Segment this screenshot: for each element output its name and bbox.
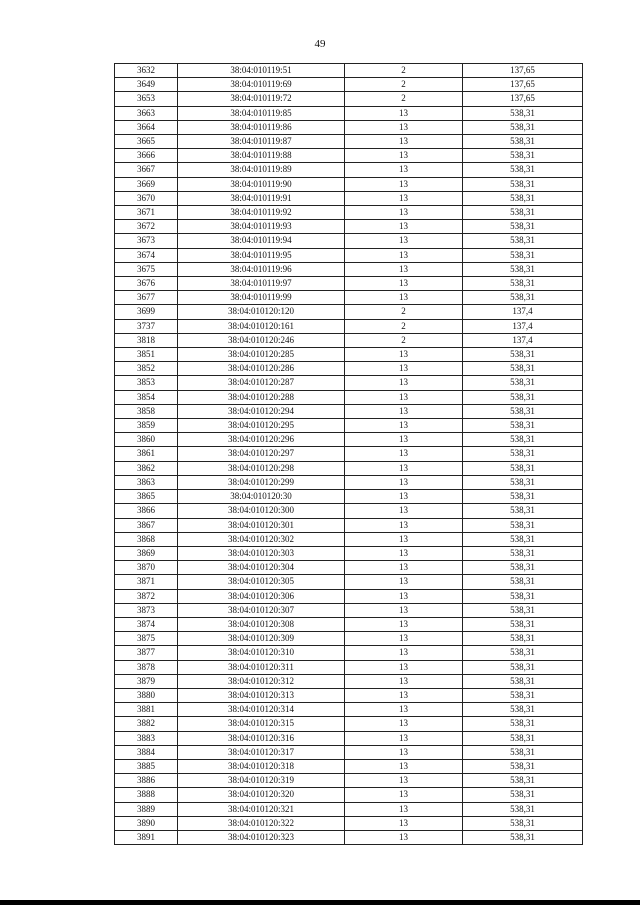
row-number-cell: 3858 [115, 404, 178, 418]
value-cell: 137,65 [463, 78, 583, 92]
value-cell: 538,31 [463, 816, 583, 830]
cadastral-number-cell: 38:04:010120:161 [178, 319, 345, 333]
share-count-cell: 13 [345, 262, 463, 276]
share-count-cell: 13 [345, 348, 463, 362]
table-row [115, 362, 583, 376]
table-body [115, 64, 583, 845]
cadastral-number-cell: 38:04:010120:288 [178, 390, 345, 404]
table-row [115, 461, 583, 475]
row-number-cell: 3851 [115, 348, 178, 362]
row-number-cell: 3852 [115, 362, 178, 376]
share-count-cell: 13 [345, 163, 463, 177]
page-number: 49 [314, 38, 326, 50]
cadastral-number-cell: 38:04:010120:313 [178, 688, 345, 702]
value-cell: 538,31 [463, 490, 583, 504]
data-table [114, 63, 583, 845]
share-count-cell: 13 [345, 248, 463, 262]
cadastral-number-cell: 38:04:010120:246 [178, 333, 345, 347]
share-count-cell: 13 [345, 206, 463, 220]
cadastral-number-cell: 38:04:010119:91 [178, 191, 345, 205]
cadastral-number-cell: 38:04:010120:321 [178, 802, 345, 816]
value-cell: 538,31 [463, 135, 583, 149]
table-row [115, 92, 583, 106]
table-row [115, 248, 583, 262]
cadastral-number-cell: 38:04:010120:312 [178, 674, 345, 688]
value-cell: 538,31 [463, 603, 583, 617]
cadastral-number-cell: 38:04:010120:307 [178, 603, 345, 617]
table-row [115, 617, 583, 631]
cadastral-number-cell: 38:04:010120:30 [178, 490, 345, 504]
row-number-cell: 3875 [115, 632, 178, 646]
table-row [115, 305, 583, 319]
row-number-cell: 3882 [115, 717, 178, 731]
value-cell: 538,31 [463, 674, 583, 688]
row-number-cell: 3674 [115, 248, 178, 262]
share-count-cell: 13 [345, 177, 463, 191]
table-row [115, 206, 583, 220]
share-count-cell: 13 [345, 461, 463, 475]
table-row [115, 532, 583, 546]
value-cell: 538,31 [463, 419, 583, 433]
table-row [115, 348, 583, 362]
share-count-cell: 13 [345, 475, 463, 489]
table-row [115, 589, 583, 603]
share-count-cell: 2 [345, 78, 463, 92]
value-cell: 538,31 [463, 120, 583, 134]
value-cell: 538,31 [463, 248, 583, 262]
row-number-cell: 3653 [115, 92, 178, 106]
share-count-cell: 13 [345, 419, 463, 433]
cadastral-number-cell: 38:04:010119:93 [178, 220, 345, 234]
share-count-cell: 13 [345, 660, 463, 674]
share-count-cell: 13 [345, 816, 463, 830]
cadastral-number-cell: 38:04:010120:295 [178, 419, 345, 433]
row-number-cell: 3868 [115, 532, 178, 546]
cadastral-number-cell: 38:04:010120:319 [178, 774, 345, 788]
share-count-cell: 13 [345, 532, 463, 546]
row-number-cell: 3885 [115, 759, 178, 773]
cadastral-number-cell: 38:04:010119:94 [178, 234, 345, 248]
table-row [115, 419, 583, 433]
table-row [115, 433, 583, 447]
share-count-cell: 13 [345, 390, 463, 404]
cadastral-number-cell: 38:04:010119:95 [178, 248, 345, 262]
share-count-cell: 13 [345, 617, 463, 631]
table-row [115, 234, 583, 248]
row-number-cell: 3649 [115, 78, 178, 92]
row-number-cell: 3884 [115, 745, 178, 759]
share-count-cell: 13 [345, 589, 463, 603]
row-number-cell: 3870 [115, 561, 178, 575]
table-row [115, 106, 583, 120]
row-number-cell: 3873 [115, 603, 178, 617]
table-row [115, 731, 583, 745]
value-cell: 137,4 [463, 319, 583, 333]
value-cell: 538,31 [463, 703, 583, 717]
row-number-cell: 3672 [115, 220, 178, 234]
value-cell: 538,31 [463, 532, 583, 546]
share-count-cell: 13 [345, 291, 463, 305]
row-number-cell: 3881 [115, 703, 178, 717]
value-cell: 137,4 [463, 305, 583, 319]
cadastral-number-cell: 38:04:010120:311 [178, 660, 345, 674]
row-number-cell: 3874 [115, 617, 178, 631]
value-cell: 538,31 [463, 291, 583, 305]
share-count-cell: 2 [345, 92, 463, 106]
row-number-cell: 3863 [115, 475, 178, 489]
row-number-cell: 3866 [115, 504, 178, 518]
share-count-cell: 13 [345, 632, 463, 646]
table-row [115, 717, 583, 731]
value-cell: 538,31 [463, 632, 583, 646]
value-cell: 538,31 [463, 234, 583, 248]
row-number-cell: 3890 [115, 816, 178, 830]
value-cell: 538,31 [463, 404, 583, 418]
share-count-cell: 13 [345, 234, 463, 248]
cadastral-number-cell: 38:04:010120:120 [178, 305, 345, 319]
table-row [115, 277, 583, 291]
row-number-cell: 3669 [115, 177, 178, 191]
row-number-cell: 3888 [115, 788, 178, 802]
share-count-cell: 2 [345, 305, 463, 319]
table-row [115, 504, 583, 518]
value-cell: 538,31 [463, 589, 583, 603]
table-row [115, 490, 583, 504]
value-cell: 538,31 [463, 191, 583, 205]
row-number-cell: 3666 [115, 149, 178, 163]
row-number-cell: 3670 [115, 191, 178, 205]
table-row [115, 319, 583, 333]
table-row [115, 646, 583, 660]
value-cell: 538,31 [463, 745, 583, 759]
value-cell: 538,31 [463, 348, 583, 362]
share-count-cell: 13 [345, 774, 463, 788]
value-cell: 538,31 [463, 575, 583, 589]
cadastral-number-cell: 38:04:010120:315 [178, 717, 345, 731]
value-cell: 538,31 [463, 390, 583, 404]
row-number-cell: 3663 [115, 106, 178, 120]
share-count-cell: 13 [345, 404, 463, 418]
row-number-cell: 3675 [115, 262, 178, 276]
share-count-cell: 13 [345, 788, 463, 802]
table-row [115, 575, 583, 589]
row-number-cell: 3878 [115, 660, 178, 674]
share-count-cell: 13 [345, 376, 463, 390]
table-row [115, 447, 583, 461]
cadastral-number-cell: 38:04:010120:299 [178, 475, 345, 489]
share-count-cell: 13 [345, 603, 463, 617]
value-cell: 538,31 [463, 617, 583, 631]
value-cell: 538,31 [463, 731, 583, 745]
value-cell: 137,4 [463, 333, 583, 347]
cadastral-number-cell: 38:04:010119:51 [178, 64, 345, 78]
share-count-cell: 13 [345, 120, 463, 134]
share-count-cell: 13 [345, 149, 463, 163]
row-number-cell: 3854 [115, 390, 178, 404]
share-count-cell: 13 [345, 106, 463, 120]
share-count-cell: 13 [345, 759, 463, 773]
value-cell: 538,31 [463, 802, 583, 816]
value-cell: 538,31 [463, 759, 583, 773]
cadastral-number-cell: 38:04:010119:97 [178, 277, 345, 291]
cadastral-number-cell: 38:04:010120:287 [178, 376, 345, 390]
value-cell: 538,31 [463, 504, 583, 518]
table-row [115, 546, 583, 560]
cadastral-number-cell: 38:04:010120:294 [178, 404, 345, 418]
table-row [115, 518, 583, 532]
table-row [115, 660, 583, 674]
value-cell: 538,31 [463, 518, 583, 532]
cadastral-number-cell: 38:04:010120:317 [178, 745, 345, 759]
table-row [115, 688, 583, 702]
cadastral-number-cell: 38:04:010120:322 [178, 816, 345, 830]
share-count-cell: 13 [345, 575, 463, 589]
cadastral-number-cell: 38:04:010119:92 [178, 206, 345, 220]
cadastral-number-cell: 38:04:010119:88 [178, 149, 345, 163]
cadastral-number-cell: 38:04:010119:96 [178, 262, 345, 276]
row-number-cell: 3676 [115, 277, 178, 291]
share-count-cell: 13 [345, 731, 463, 745]
value-cell: 538,31 [463, 106, 583, 120]
value-cell: 538,31 [463, 561, 583, 575]
row-number-cell: 3861 [115, 447, 178, 461]
row-number-cell: 3869 [115, 546, 178, 560]
value-cell: 538,31 [463, 688, 583, 702]
row-number-cell: 3891 [115, 830, 178, 844]
share-count-cell: 13 [345, 191, 463, 205]
row-number-cell: 3879 [115, 674, 178, 688]
row-number-cell: 3865 [115, 490, 178, 504]
share-count-cell: 13 [345, 830, 463, 844]
row-number-cell: 3867 [115, 518, 178, 532]
share-count-cell: 13 [345, 802, 463, 816]
share-count-cell: 13 [345, 433, 463, 447]
share-count-cell: 13 [345, 362, 463, 376]
value-cell: 538,31 [463, 277, 583, 291]
share-count-cell: 13 [345, 646, 463, 660]
share-count-cell: 13 [345, 745, 463, 759]
table-row [115, 177, 583, 191]
row-number-cell: 3667 [115, 163, 178, 177]
share-count-cell: 13 [345, 135, 463, 149]
table-row [115, 788, 583, 802]
row-number-cell: 3853 [115, 376, 178, 390]
table-row [115, 390, 583, 404]
row-number-cell: 3671 [115, 206, 178, 220]
share-count-cell: 13 [345, 688, 463, 702]
value-cell: 538,31 [463, 433, 583, 447]
value-cell: 137,65 [463, 64, 583, 78]
cadastral-number-cell: 38:04:010119:99 [178, 291, 345, 305]
cadastral-number-cell: 38:04:010120:308 [178, 617, 345, 631]
value-cell: 538,31 [463, 830, 583, 844]
table-row [115, 333, 583, 347]
row-number-cell: 3860 [115, 433, 178, 447]
table-row [115, 262, 583, 276]
row-number-cell: 3877 [115, 646, 178, 660]
value-cell: 538,31 [463, 660, 583, 674]
cadastral-number-cell: 38:04:010120:297 [178, 447, 345, 461]
cadastral-number-cell: 38:04:010119:89 [178, 163, 345, 177]
row-number-cell: 3632 [115, 64, 178, 78]
share-count-cell: 13 [345, 490, 463, 504]
share-count-cell: 2 [345, 64, 463, 78]
row-number-cell: 3883 [115, 731, 178, 745]
value-cell: 538,31 [463, 163, 583, 177]
table-row [115, 603, 583, 617]
cadastral-number-cell: 38:04:010119:85 [178, 106, 345, 120]
table-row [115, 774, 583, 788]
share-count-cell: 13 [345, 674, 463, 688]
cadastral-number-cell: 38:04:010120:286 [178, 362, 345, 376]
table-row [115, 376, 583, 390]
cadastral-number-cell: 38:04:010120:305 [178, 575, 345, 589]
table-row [115, 149, 583, 163]
cadastral-number-cell: 38:04:010119:86 [178, 120, 345, 134]
table-row [115, 191, 583, 205]
share-count-cell: 13 [345, 561, 463, 575]
value-cell: 538,31 [463, 220, 583, 234]
value-cell: 538,31 [463, 788, 583, 802]
table-row [115, 759, 583, 773]
cadastral-number-cell: 38:04:010120:304 [178, 561, 345, 575]
cadastral-number-cell: 38:04:010120:323 [178, 830, 345, 844]
cadastral-number-cell: 38:04:010120:296 [178, 433, 345, 447]
value-cell: 538,31 [463, 646, 583, 660]
row-number-cell: 3889 [115, 802, 178, 816]
value-cell: 538,31 [463, 149, 583, 163]
cadastral-number-cell: 38:04:010120:300 [178, 504, 345, 518]
table-row [115, 561, 583, 575]
share-count-cell: 13 [345, 504, 463, 518]
value-cell: 538,31 [463, 262, 583, 276]
cadastral-number-cell: 38:04:010119:87 [178, 135, 345, 149]
cadastral-number-cell: 38:04:010120:285 [178, 348, 345, 362]
cadastral-number-cell: 38:04:010120:298 [178, 461, 345, 475]
row-number-cell: 3862 [115, 461, 178, 475]
row-number-cell: 3673 [115, 234, 178, 248]
row-number-cell: 3886 [115, 774, 178, 788]
table-row [115, 830, 583, 844]
value-cell: 538,31 [463, 475, 583, 489]
cadastral-number-cell: 38:04:010120:306 [178, 589, 345, 603]
value-cell: 538,31 [463, 376, 583, 390]
value-cell: 538,31 [463, 177, 583, 191]
cadastral-number-cell: 38:04:010120:318 [178, 759, 345, 773]
row-number-cell: 3665 [115, 135, 178, 149]
cadastral-number-cell: 38:04:010120:316 [178, 731, 345, 745]
table-row [115, 674, 583, 688]
row-number-cell: 3872 [115, 589, 178, 603]
cadastral-number-cell: 38:04:010120:302 [178, 532, 345, 546]
share-count-cell: 13 [345, 518, 463, 532]
table-row [115, 163, 583, 177]
table-row [115, 745, 583, 759]
row-number-cell: 3737 [115, 319, 178, 333]
row-number-cell: 3859 [115, 419, 178, 433]
cadastral-number-cell: 38:04:010119:72 [178, 92, 345, 106]
table-row [115, 78, 583, 92]
row-number-cell: 3677 [115, 291, 178, 305]
share-count-cell: 13 [345, 546, 463, 560]
cadastral-number-cell: 38:04:010120:310 [178, 646, 345, 660]
value-cell: 538,31 [463, 774, 583, 788]
cadastral-number-cell: 38:04:010120:303 [178, 546, 345, 560]
value-cell: 538,31 [463, 447, 583, 461]
table-row [115, 816, 583, 830]
table-row [115, 64, 583, 78]
value-cell: 538,31 [463, 546, 583, 560]
table-row [115, 632, 583, 646]
table-row [115, 291, 583, 305]
cadastral-number-cell: 38:04:010119:69 [178, 78, 345, 92]
row-number-cell: 3664 [115, 120, 178, 134]
cadastral-number-cell: 38:04:010119:90 [178, 177, 345, 191]
row-number-cell: 3818 [115, 333, 178, 347]
share-count-cell: 2 [345, 333, 463, 347]
value-cell: 538,31 [463, 362, 583, 376]
row-number-cell: 3699 [115, 305, 178, 319]
share-count-cell: 13 [345, 703, 463, 717]
table-row [115, 220, 583, 234]
share-count-cell: 13 [345, 220, 463, 234]
table-row [115, 703, 583, 717]
share-count-cell: 13 [345, 717, 463, 731]
value-cell: 538,31 [463, 717, 583, 731]
table-row [115, 802, 583, 816]
cadastral-number-cell: 38:04:010120:320 [178, 788, 345, 802]
row-number-cell: 3880 [115, 688, 178, 702]
table-row [115, 404, 583, 418]
row-number-cell: 3871 [115, 575, 178, 589]
cadastral-number-cell: 38:04:010120:314 [178, 703, 345, 717]
share-count-cell: 13 [345, 447, 463, 461]
table-row [115, 120, 583, 134]
value-cell: 538,31 [463, 461, 583, 475]
value-cell: 137,65 [463, 92, 583, 106]
cadastral-number-cell: 38:04:010120:309 [178, 632, 345, 646]
table-row [115, 135, 583, 149]
cadastral-number-cell: 38:04:010120:301 [178, 518, 345, 532]
value-cell: 538,31 [463, 206, 583, 220]
share-count-cell: 2 [345, 319, 463, 333]
scan-bottom-edge [0, 900, 640, 905]
table-row [115, 475, 583, 489]
share-count-cell: 13 [345, 277, 463, 291]
